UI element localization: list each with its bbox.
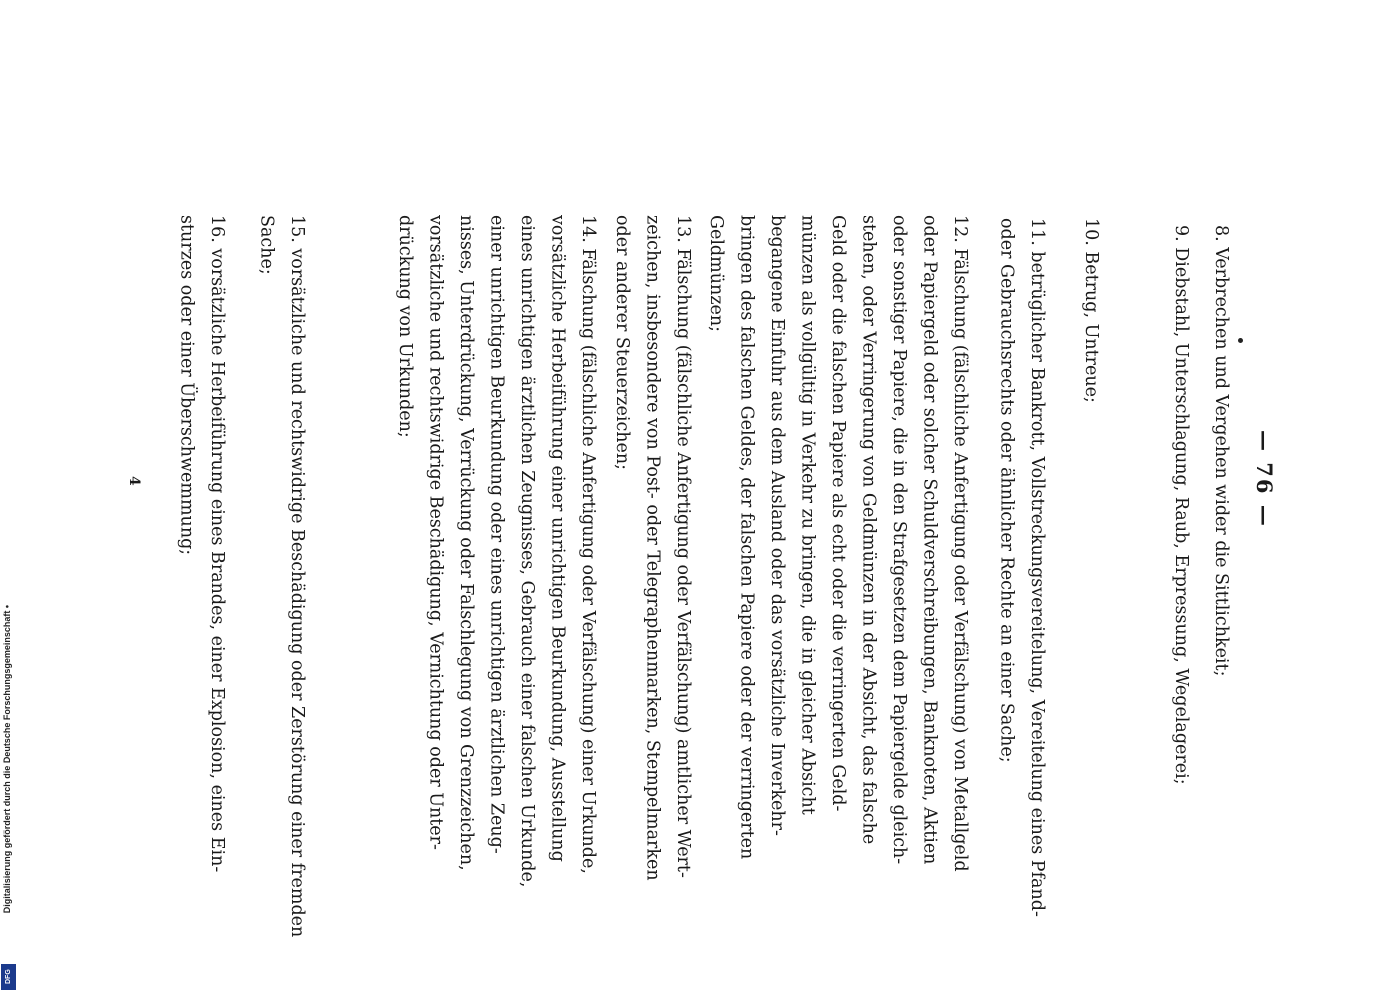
list-item-12: 12. Fälschung (fälschliche Anfertigung oder Verfälschung) von Metallgeld oder Papiergeld oder solcher Schuldverschreibungen, Banknoten, Aktien oder sonstiger Papiere, die in den Strafgesetzen dem Papiergelde gleich- stehen, oder Verringerung von Geldmünzen in der Absicht, das falsche Geld oder die falschen Papiere als echt oder die verringerten Geld- münzen als vollgültig in Verkehr zu bringen, die in gleicher Absicht begangene Einfuhr aus dem Ausland oder das vorsätzliche Inverkehr- bringen des falschen Geldes, der falschen Papiere oder der verringerten Geldmünzen; bbox=[706, 215, 970, 872]
list-item-14: 14. Fälschung (fälschliche Anfertigung oder Verfälschung) einer Urkunde, vorsätzliche Herbeiführung einer unrichtigen Beurkundung, Ausstellung eines unrichtigen ärztlichen Zeugnisses, Gebrauch einer falschen Urkunde, einer unrichtigen Beurkundung oder eines unrichtigen ärztlichen Zeug- nisses, Unterdrückung, Verrückung oder Falschlegung von Grenzzeichen, vorsätzliche und rechtswidrige Beschädigung, Vernichtung oder Unter- drückung von Urkunden; bbox=[395, 215, 598, 888]
list-item-16: 16. vorsätzliche Herbeiführung eines Brandes, einer Explosion, eines Ein- sturzes oder einer Überschwemmung; bbox=[176, 215, 227, 873]
list-item-15: 15. vorsätzliche und rechtswidrige Beschädigung oder Zerstörung einer fremden Sache; bbox=[256, 215, 307, 938]
list-item-11: 11. betrüglicher Bankrott, Vollstreckungsvereitelung, Vereitelung eines Pfand- oder Gebrauchsrechts oder ähnlicher Rechte an einer Sache; bbox=[996, 218, 1047, 917]
list-item-8: 8. Verbrechen und Vergehen wider die Sittlichkeit; bbox=[1211, 225, 1231, 677]
list-item-10: 10. Betrug, Untreue; bbox=[1081, 218, 1101, 403]
digitization-credit: Digitalisierung gefördert durch die Deutsche Forschungsgemeinschaft • bbox=[2, 605, 12, 914]
page-number: — 76 — bbox=[1252, 430, 1277, 528]
dfg-logo: DFG bbox=[1, 964, 16, 990]
list-item-9: 9. Diebstahl, Unterschlagung, Raub, Erpressung, Wegelagerei; bbox=[1171, 225, 1191, 785]
list-item-13: 13. Fälschung (fälschliche Anfertigung oder Verfälschung) amtlicher Wert- zeichen, insbesondere von Post- oder Telegraphenmarken, Stempelmarken oder anderer Steuerzeichen; bbox=[612, 215, 693, 881]
signature-mark: 4 bbox=[126, 476, 142, 486]
ink-dot bbox=[1238, 338, 1243, 343]
